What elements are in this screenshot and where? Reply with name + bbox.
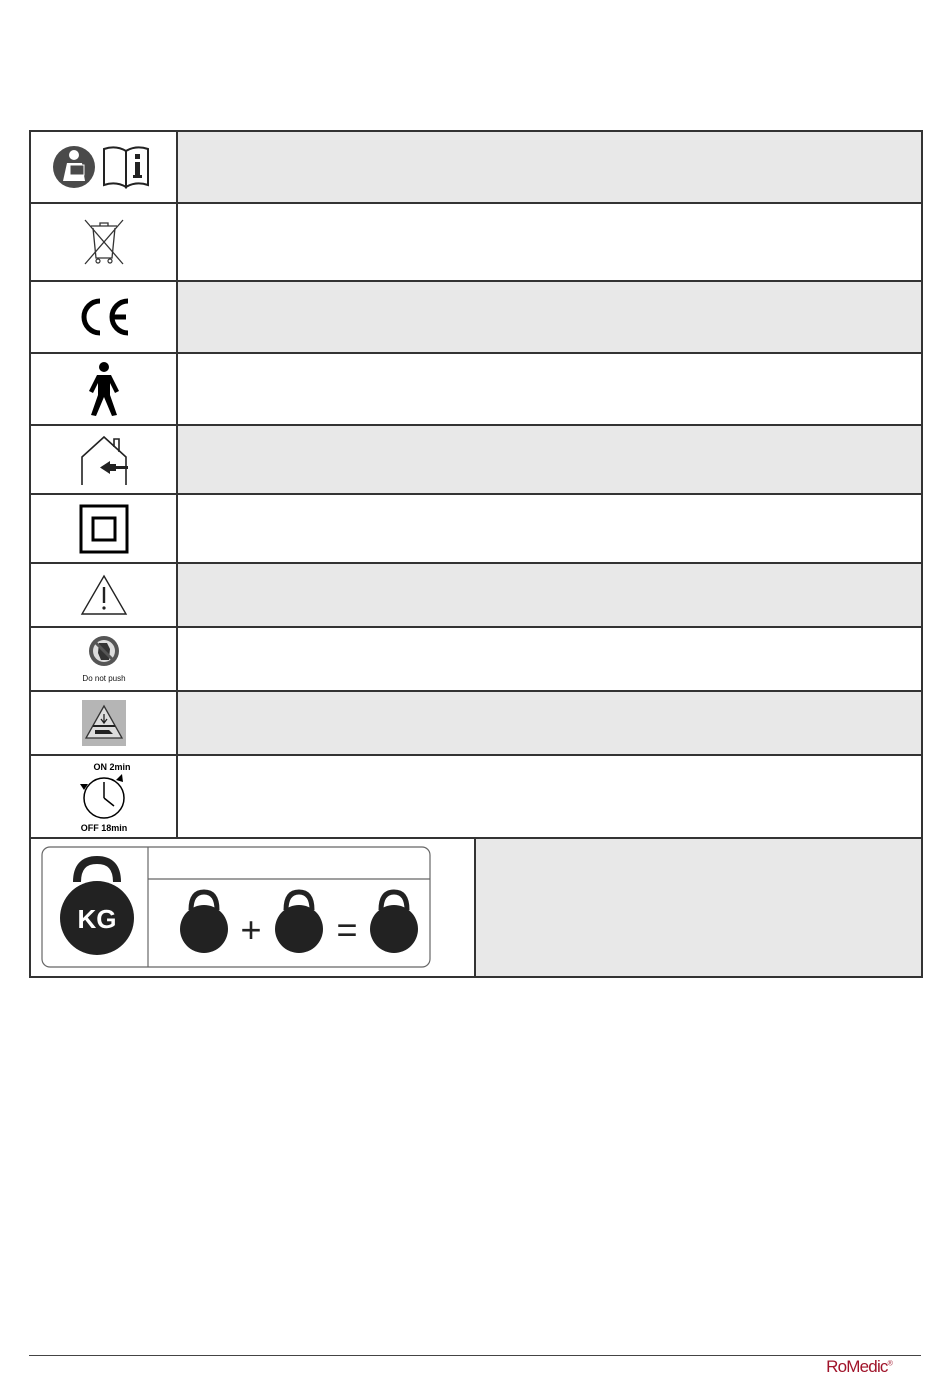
symbol-row — [30, 131, 922, 203]
symbol-description — [177, 425, 922, 494]
symbol-description — [177, 353, 922, 425]
do-not-push-icon — [74, 633, 134, 685]
weight-kettlebell-icon — [41, 846, 461, 970]
symbol-cell — [30, 627, 177, 691]
symbol-cell — [30, 691, 177, 755]
weight-plus-sign: + — [240, 908, 262, 950]
weight-equals-sign: = — [336, 908, 358, 950]
ce-mark-icon — [76, 295, 132, 339]
registered-mark: ® — [887, 1360, 892, 1368]
symbol-cell — [30, 131, 177, 203]
brand-name: RoMedic — [826, 1357, 888, 1376]
type-b-applied-part-icon — [84, 361, 124, 417]
indoor-use-icon — [78, 433, 130, 487]
symbol-row — [30, 494, 922, 563]
symbol-row — [30, 563, 922, 627]
brand-logo — [826, 1357, 892, 1377]
symbol-row — [30, 691, 922, 755]
symbol-cell — [30, 281, 177, 353]
duty-cycle-off-label: OFF 18min — [80, 822, 127, 833]
symbol-description — [177, 691, 922, 755]
symbol-cell — [30, 494, 177, 563]
symbol-description — [177, 203, 922, 281]
symbol-description — [177, 563, 922, 627]
do-not-push-caption: Do not push — [81, 674, 126, 683]
symbol-row — [30, 281, 922, 353]
weight-kg-label: KG — [77, 903, 117, 934]
symbol-description — [177, 494, 922, 563]
symbol-description — [177, 281, 922, 353]
footer-divider — [29, 1355, 921, 1356]
duty-cycle-on-label: ON 2min — [92, 761, 131, 772]
duty-cycle-icon — [64, 760, 144, 834]
class-ii-double-insulation-icon — [78, 503, 130, 555]
symbol-cell — [30, 203, 177, 281]
symbol-cell — [30, 353, 177, 425]
symbol-row — [30, 755, 922, 838]
weee-disposal-icon — [81, 216, 127, 268]
symbols-table — [29, 130, 923, 978]
symbol-description — [177, 131, 922, 203]
symbol-row — [30, 203, 922, 281]
warning-triangle-icon — [79, 573, 129, 617]
symbol-cell — [30, 563, 177, 627]
symbol-description — [475, 838, 922, 977]
crush-hazard-icon — [82, 700, 126, 746]
weight-symbol-cell — [30, 838, 475, 977]
symbol-cell — [30, 425, 177, 494]
symbol-row — [30, 838, 922, 977]
symbol-cell — [30, 755, 177, 838]
symbol-description — [177, 755, 922, 838]
symbol-row — [30, 353, 922, 425]
symbol-description — [177, 627, 922, 691]
symbol-row — [30, 627, 922, 691]
symbol-row — [30, 425, 922, 494]
read-instructions-icon — [52, 141, 156, 193]
